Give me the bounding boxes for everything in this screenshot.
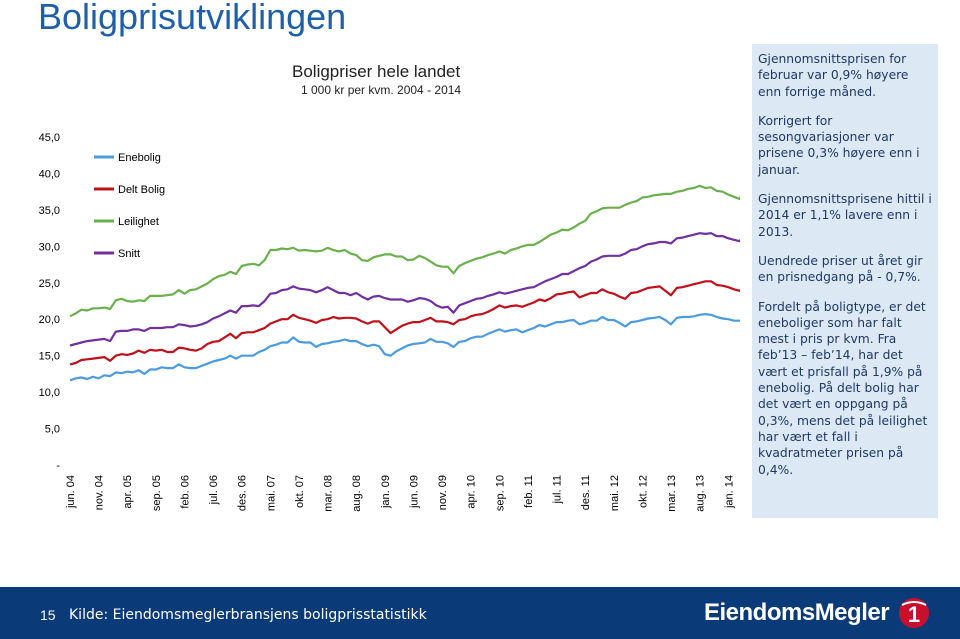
commentary-paragraph: Fordelt på boligtype, er det eneboliger som har falt mest i pris pr kvm. Fra feb’13 – feb’14, har det vært et prisfall på 1,9% på enebolig. På delt bolig har det vært en oppgang på 0,3%, mens det på leilighet har vært et fall i kvadratmeter prisen på 0,4%. <box>758 299 928 477</box>
x-tick-label: feb. 06 <box>179 475 192 509</box>
brand-logo-text: EiendomsMegler <box>704 599 890 626</box>
price-chart <box>22 44 740 518</box>
y-tick-label: - <box>56 460 60 472</box>
brand-logo-icon <box>898 597 930 629</box>
chart-subtitle: 1 000 kr per kvm. 2004 - 2014 <box>301 83 462 97</box>
legend-label: Enebolig <box>118 152 161 164</box>
x-tick-label: jul. 11 <box>551 475 564 504</box>
commentary-paragraph: Korrigert for sesongvariasjoner var prisene 0,3% høyere enn i januar. <box>758 113 920 177</box>
x-tick-label: jun. 09 <box>408 475 421 509</box>
y-tick-label: 10,0 <box>38 387 60 400</box>
y-tick-label: 30,0 <box>38 241 60 254</box>
x-tick-label: okt. 07 <box>293 475 306 509</box>
brand-badge-number: 1 <box>907 602 921 627</box>
x-tick-label: des. 11 <box>580 475 593 511</box>
x-axis-ticks <box>65 475 735 512</box>
x-tick-label: aug. 08 <box>351 475 364 512</box>
commentary-paragraph: Gjennomsnittsprisen for februar var 0,9% høyere enn forrige måned. <box>758 52 909 99</box>
x-tick-label: mai. 07 <box>265 475 278 512</box>
y-axis-ticks <box>39 132 61 472</box>
series-lines <box>70 185 740 380</box>
series-line-snitt <box>70 232 740 346</box>
page-number: 15 <box>40 607 56 623</box>
series-line-leilighet <box>70 185 740 316</box>
x-tick-label: feb. 11 <box>522 475 535 508</box>
x-tick-label: nov. 09 <box>437 475 450 511</box>
x-tick-label: jan. 14 <box>723 475 736 509</box>
x-tick-label: apr. 10 <box>465 475 478 509</box>
footer-bar <box>0 587 960 639</box>
page-title: Boligprisutviklingen <box>38 0 347 37</box>
x-tick-label: mai. 12 <box>608 475 621 512</box>
y-tick-label: 35,0 <box>38 204 60 217</box>
y-tick-label: 25,0 <box>38 277 60 290</box>
y-tick-label: 15,0 <box>38 350 60 363</box>
x-tick-label: jun. 04 <box>65 475 77 509</box>
x-tick-label: sep. 05 <box>150 475 163 512</box>
y-tick-label: 5,0 <box>44 423 60 436</box>
commentary-panel <box>752 44 938 518</box>
legend <box>94 152 165 260</box>
legend-label: Snitt <box>118 248 141 260</box>
y-tick-label: 40,0 <box>38 168 60 181</box>
x-tick-label: jan. 09 <box>379 475 392 509</box>
source-note: Kilde: Eiendomsmeglerbransjens boligprisstatistikk <box>69 607 427 623</box>
x-tick-label: apr. 05 <box>122 475 135 509</box>
legend-label: Leilighet <box>118 216 159 228</box>
chart-title: Boligpriser hele landet <box>292 62 461 81</box>
y-tick-label: 20,0 <box>38 314 60 327</box>
y-tick-label: 45,0 <box>38 132 60 144</box>
x-tick-label: okt. 12 <box>637 475 650 509</box>
commentary-paragraph: Gjennomsnittsprisene hittil i 2014 er 1,1% lavere enn i 2013. <box>758 192 932 239</box>
x-tick-label: mar. 13 <box>666 475 679 512</box>
x-tick-label: aug. 13 <box>694 475 707 512</box>
legend-label: Delt Bolig <box>118 184 166 196</box>
x-tick-label: des. 06 <box>236 475 249 512</box>
x-tick-label: sep. 10 <box>494 475 507 512</box>
commentary-paragraph: Uendrede priser ut året gir en prisnedgang på - 0,7%. <box>758 253 923 285</box>
x-tick-label: nov. 04 <box>93 475 106 511</box>
x-tick-label: mar. 08 <box>322 475 335 512</box>
price-chart-svg <box>22 44 740 518</box>
x-tick-label: jul. 06 <box>208 475 221 505</box>
